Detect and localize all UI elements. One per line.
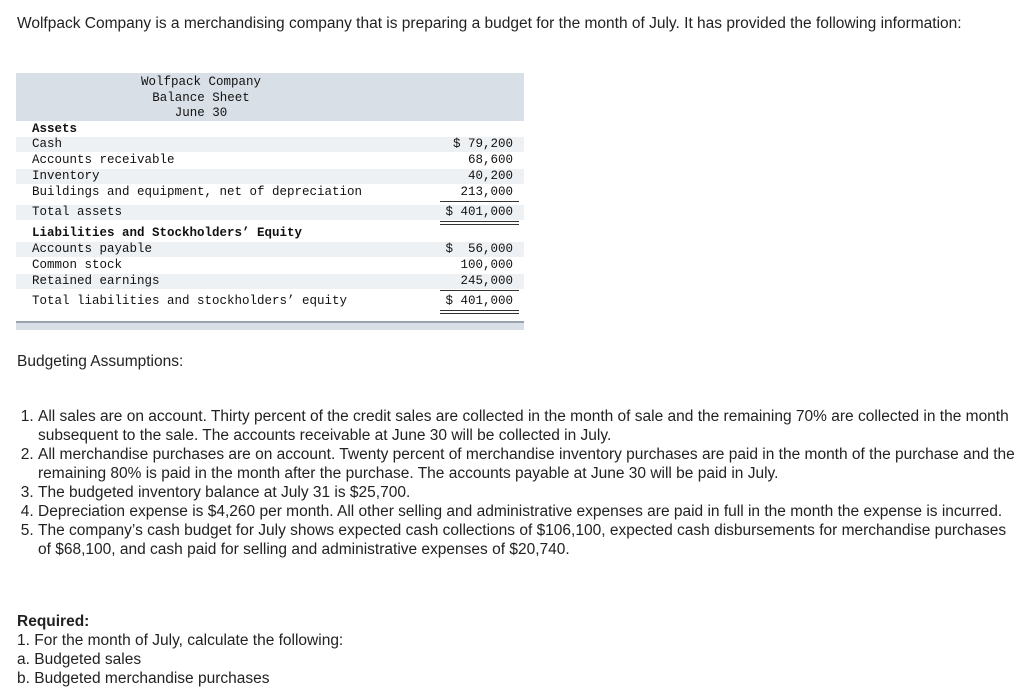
liabilities-heading-row bbox=[16, 226, 524, 241]
subtotal-underline bbox=[440, 201, 519, 202]
assumption-item: 5. The company’s cash budget for July shows expected cash collections of $106,100, expected cash disbursements for merchandise purchases of $68,100, and cash paid for selling and administrative expenses of $20,740. bbox=[38, 521, 1023, 559]
required-line-a: a. Budgeted sales bbox=[17, 651, 142, 668]
assumptions-list bbox=[17, 407, 1023, 559]
buildings-amount: 213,000 bbox=[460, 185, 513, 199]
assumption-item: 1. All sales are on account. Thirty percent of the credit sales are collected in the month of sale and the remaining 70% are collected in the month subsequent to the sale. The accounts receivable at June 30 will be collected in July. bbox=[38, 407, 1023, 445]
ap-amount: $ 56,000 bbox=[445, 242, 513, 256]
ap-label: Accounts payable bbox=[32, 242, 153, 256]
budgeting-heading: Budgeting Assumptions: bbox=[17, 353, 184, 370]
total-assets-label: Total assets bbox=[32, 205, 123, 219]
assumption-item: 4. Depreciation expense is $4,260 per month. All other selling and administrative expenses are paid in full in the month the expense is incurred. bbox=[38, 502, 1023, 521]
balance-sheet-header bbox=[16, 73, 524, 121]
re-amount: 245,000 bbox=[460, 274, 513, 288]
cash-row bbox=[16, 137, 524, 152]
assumption-item: 2. All merchandise purchases are on account. Twenty percent of merchandise inventory purchases are paid in the month of the purchase and the remaining 80% is paid in the month after the purchase. The accounts payable at June 30 will be paid in July. bbox=[38, 445, 1023, 483]
total-le-amount: $ 401,000 bbox=[445, 294, 513, 308]
assets-heading-row bbox=[16, 122, 524, 137]
liabilities-heading: Liabilities and Stockholders’ Equity bbox=[32, 226, 303, 240]
accounts-payable-row bbox=[16, 242, 524, 257]
inventory-amount: 40,200 bbox=[467, 169, 513, 183]
table-bottom-border bbox=[16, 321, 524, 330]
common-stock-row bbox=[16, 258, 524, 273]
cs-label: Common stock bbox=[32, 258, 123, 272]
cash-label: Cash bbox=[32, 137, 63, 151]
inventory-row bbox=[16, 169, 524, 184]
subtotal-underline bbox=[440, 290, 519, 291]
total-assets-amount: $ 401,000 bbox=[445, 205, 513, 219]
total-le-label: Total liabilities and stockholders’ equity bbox=[32, 294, 348, 308]
re-label: Retained earnings bbox=[32, 274, 160, 288]
statement-name: Balance Sheet bbox=[152, 91, 250, 105]
required-heading: Required: bbox=[17, 613, 90, 630]
balance-sheet-table bbox=[16, 73, 524, 329]
company-name: Wolfpack Company bbox=[140, 75, 262, 89]
required-line-1: 1. For the month of July, calculate the following: bbox=[17, 632, 344, 649]
ar-amount: 68,600 bbox=[467, 153, 513, 167]
total-le-row bbox=[16, 294, 524, 309]
buildings-row bbox=[16, 185, 524, 200]
intro-paragraph: Wolfpack Company is a merchandising company that is preparing a budget for the month of July. It has provided the following information: bbox=[17, 15, 962, 32]
total-assets-double-underline bbox=[440, 221, 519, 225]
required-line-b: b. Budgeted merchandise purchases bbox=[17, 670, 270, 687]
cash-amount: $ 79,200 bbox=[452, 137, 513, 151]
total-le-double-underline bbox=[440, 310, 519, 314]
buildings-label: Buildings and equipment, net of depreciation bbox=[32, 185, 363, 199]
statement-date: June 30 bbox=[174, 106, 228, 120]
accounts-receivable-row bbox=[16, 153, 524, 168]
total-assets-row bbox=[16, 205, 524, 220]
assumption-item: 3. The budgeted inventory balance at July 31 is $25,700. bbox=[38, 483, 1023, 502]
ar-label: Accounts receivable bbox=[32, 153, 175, 167]
inventory-label: Inventory bbox=[32, 169, 100, 183]
assets-heading: Assets bbox=[32, 122, 78, 136]
retained-earnings-row bbox=[16, 274, 524, 289]
cs-amount: 100,000 bbox=[460, 258, 513, 272]
